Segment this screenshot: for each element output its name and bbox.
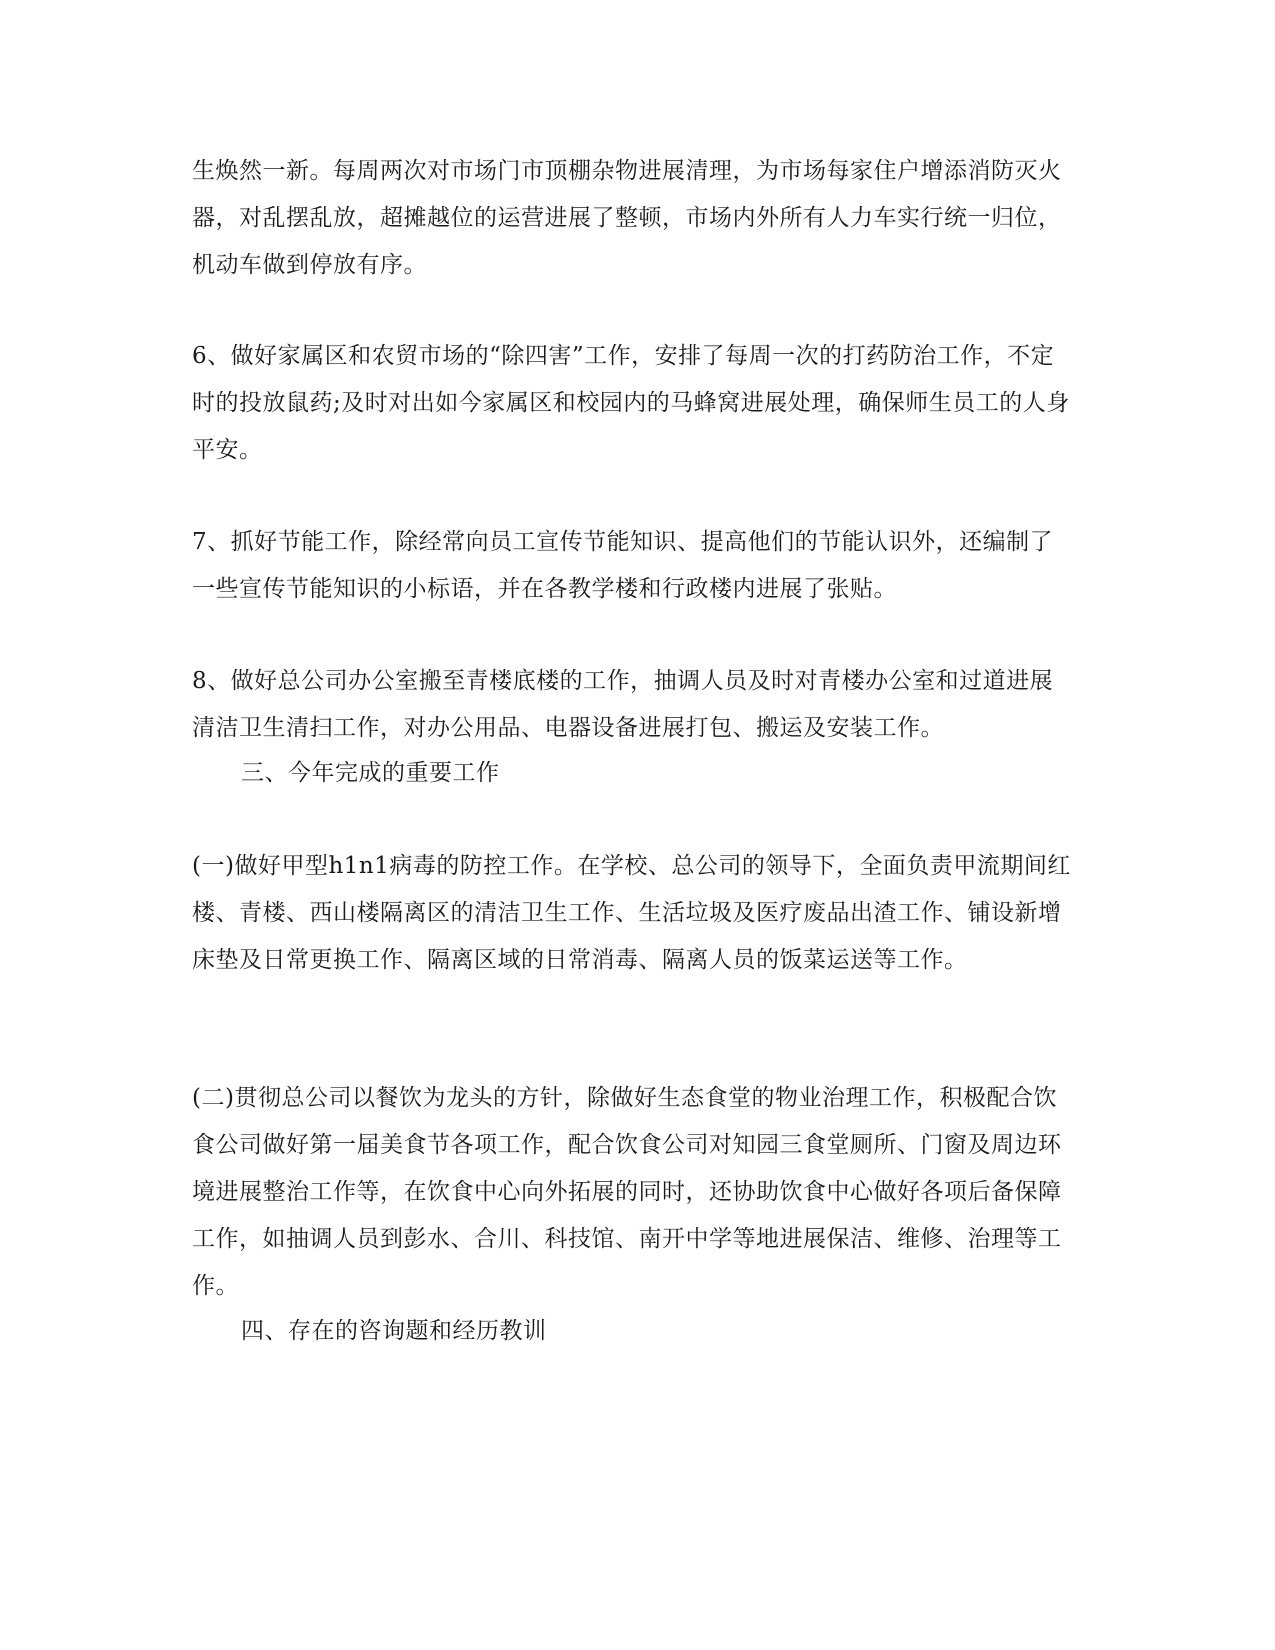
section-heading-4: 四、存在的咨询题和经历教训 bbox=[241, 1318, 547, 1344]
paragraph-sub-2: (二)贯彻总公司以餐饮为龙头的方针，除做好生态食堂的物业治理工作，积极配合饮食公司做好第一届美食节各项工作，配合饮食公司对知园三食堂厕所、门窗及周边环境进展整治工作等，在饮食中心向外拓展的同时，还协助饮食中心做好各项后备保障工作，如抽调人员到彭水、合川、科技馆、南开中学等地进展保洁、维修、治理等工作。 bbox=[192, 1085, 1062, 1299]
paragraph-item-6: 6、做好家属区和农贸市场的“除四害”工作，安排了每周一次的打药防治工作，不定时的投放鼠药;及时对出如今家属区和校园内的马蜂窝进展处理，确保师生员工的人身平安。 bbox=[192, 343, 1070, 463]
paragraph-market-cleanup: 生焕然一新。每周两次对市场门市顶棚杂物进展清理，为市场每家住户增添消防灭火器，对乱摆乱放，超摊越位的运营进展了整顿，市场内外所有人力车实行统一归位，机动车做到停放有序。 bbox=[192, 158, 1062, 278]
section-heading-3: 三、今年完成的重要工作 bbox=[241, 760, 500, 786]
paragraph-sub-1: (一)做好甲型h1n1病毒的防控工作。在学校、总公司的领导下，全面负责甲流期间红楼、青楼、西山楼隔离区的清洁卫生工作、生活垃圾及医疗废品出渣工作、铺设新增床垫及日常更换工作、隔离区域的日常消毒、隔离人员的饭菜运送等工作。 bbox=[192, 853, 1071, 973]
paragraph-item-7: 7、抓好节能工作，除经常向员工宣传节能知识、提高他们的节能认识外，还编制了一些宣传节能知识的小标语，并在各教学楼和行政楼内进展了张贴。 bbox=[192, 529, 1054, 602]
paragraph-item-8: 8、做好总公司办公室搬至青楼底楼的工作，抽调人员及时对青楼办公室和过道进展清洁卫生清扫工作，对办公用品、电器设备进展打包、搬运及安装工作。 bbox=[192, 668, 1054, 741]
